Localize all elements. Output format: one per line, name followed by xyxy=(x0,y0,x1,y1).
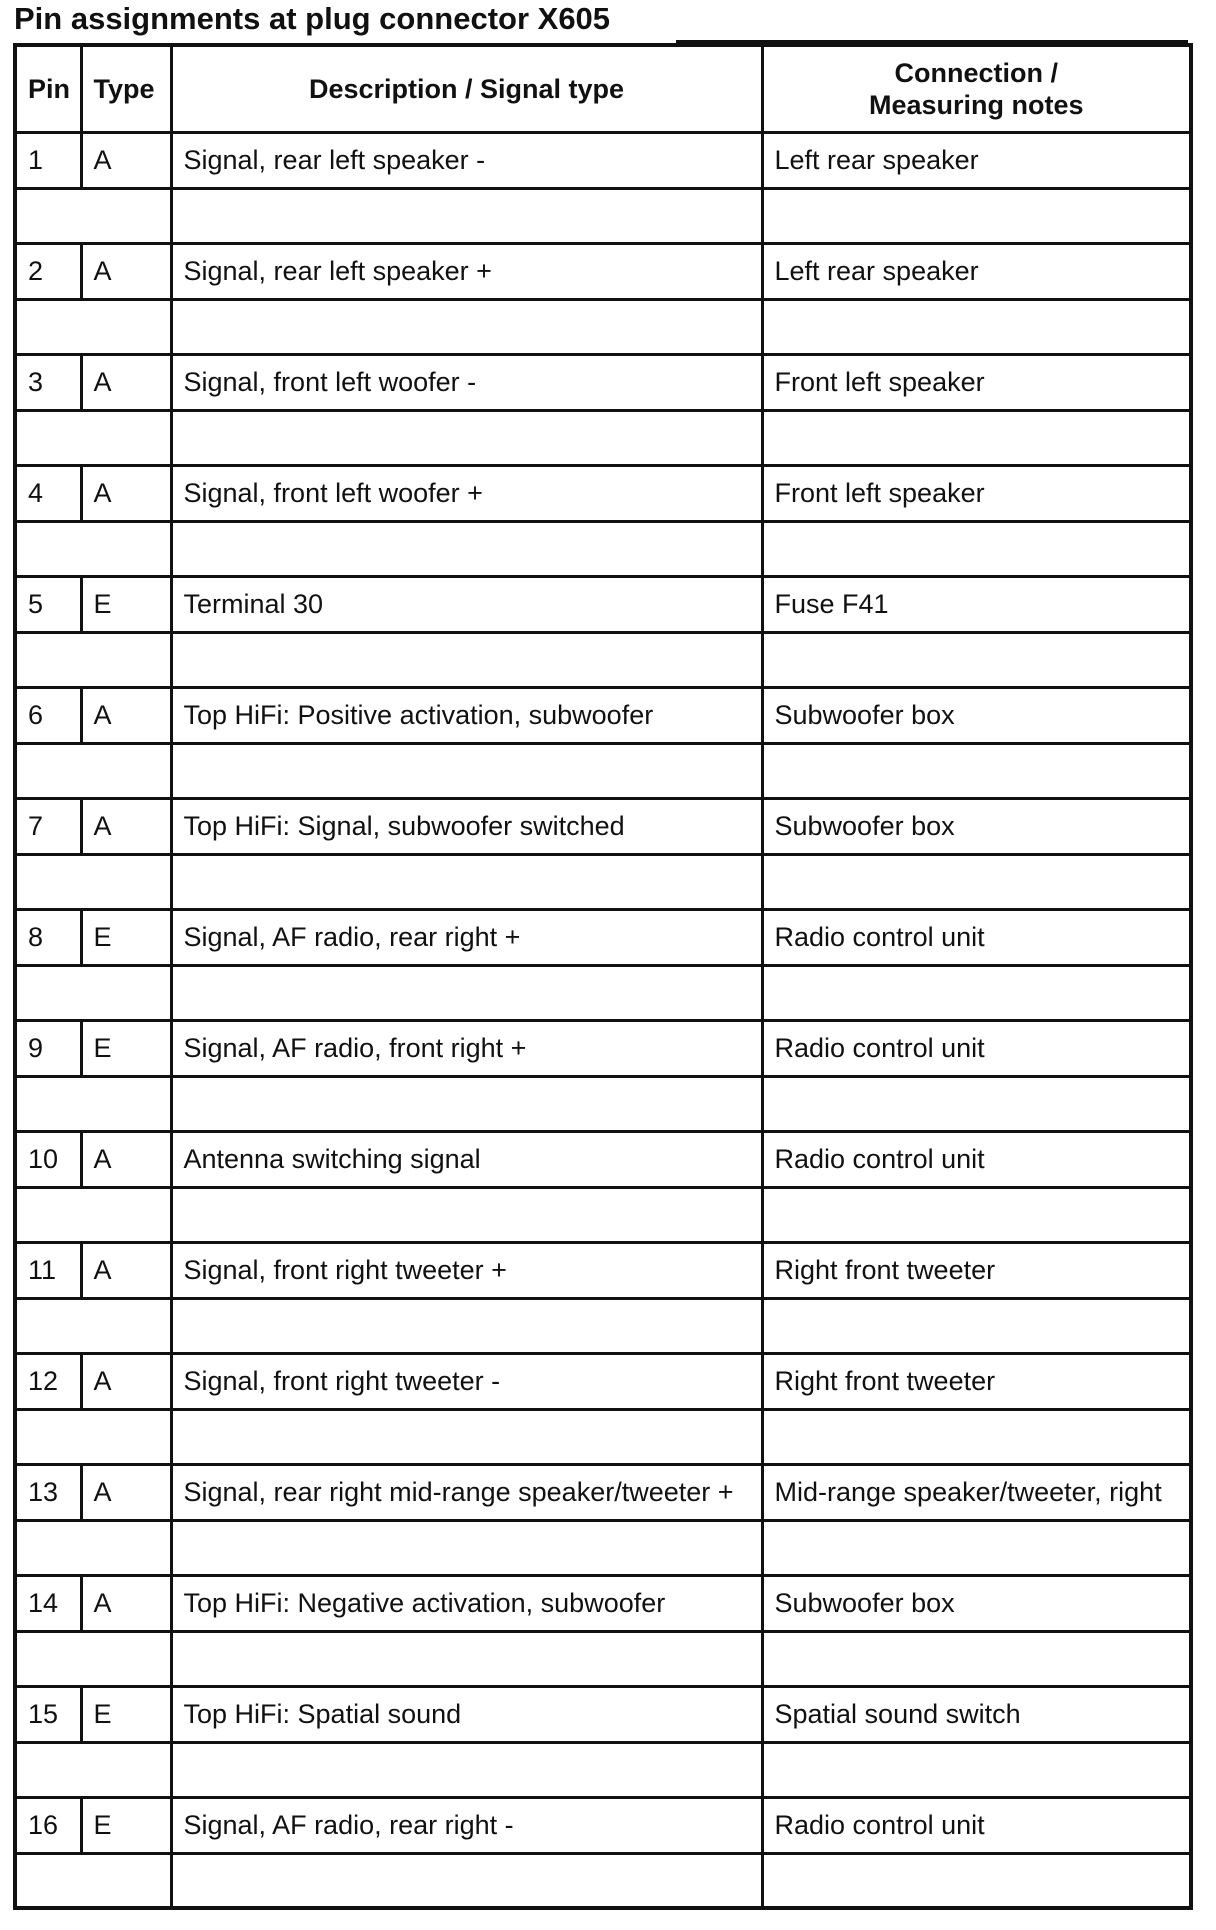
table-row xyxy=(15,1353,1191,1409)
spacer-cell-pin-type xyxy=(15,743,171,798)
cell-description: Signal, front left woofer - xyxy=(171,354,762,410)
spacer-cell-description xyxy=(171,188,762,243)
spacer-cell-pin-type xyxy=(15,632,171,687)
cell-description: Top HiFi: Spatial sound xyxy=(171,1686,762,1742)
cell-pin: 7 xyxy=(15,798,81,854)
spacer-cell-pin-type xyxy=(15,1520,171,1575)
spacer-cell-description xyxy=(171,1076,762,1131)
spacer-cell-connection xyxy=(762,1187,1191,1242)
cell-description: Antenna switching signal xyxy=(171,1131,762,1187)
table-row xyxy=(15,1575,1191,1631)
table-row xyxy=(15,687,1191,743)
spacer-cell-connection xyxy=(762,410,1191,465)
table-header-row xyxy=(15,45,1191,132)
cell-type: E xyxy=(81,1686,171,1742)
cell-pin: 12 xyxy=(15,1353,81,1409)
spacer-cell-pin-type xyxy=(15,188,171,243)
cell-connection: Radio control unit xyxy=(762,1797,1191,1853)
cell-connection: Right front tweeter xyxy=(762,1353,1191,1409)
spacer-cell-pin-type xyxy=(15,854,171,909)
table-spacer-row xyxy=(15,1187,1191,1242)
cell-connection: Subwoofer box xyxy=(762,1575,1191,1631)
cell-connection: Fuse F41 xyxy=(762,576,1191,632)
table-spacer-row xyxy=(15,1520,1191,1575)
spacer-cell-description xyxy=(171,1853,762,1908)
spacer-cell-description xyxy=(171,632,762,687)
cell-pin: 2 xyxy=(15,243,81,299)
cell-connection: Right front tweeter xyxy=(762,1242,1191,1298)
table-spacer-row xyxy=(15,965,1191,1020)
cell-description: Signal, AF radio, rear right - xyxy=(171,1797,762,1853)
spacer-cell-connection xyxy=(762,1853,1191,1908)
spacer-cell-connection xyxy=(762,521,1191,576)
cell-type: A xyxy=(81,1353,171,1409)
spacer-cell-pin-type xyxy=(15,1298,171,1353)
cell-type: A xyxy=(81,1242,171,1298)
spacer-cell-connection xyxy=(762,854,1191,909)
cell-type: A xyxy=(81,354,171,410)
cell-connection: Subwoofer box xyxy=(762,687,1191,743)
spacer-cell-connection xyxy=(762,965,1191,1020)
cell-type: A xyxy=(81,798,171,854)
spacer-cell-description xyxy=(171,1631,762,1686)
table-spacer-row xyxy=(15,299,1191,354)
cell-connection: Spatial sound switch xyxy=(762,1686,1191,1742)
cell-pin: 9 xyxy=(15,1020,81,1076)
cell-description: Signal, AF radio, front right + xyxy=(171,1020,762,1076)
spacer-cell-description xyxy=(171,854,762,909)
cell-pin: 16 xyxy=(15,1797,81,1853)
cell-description: Signal, front right tweeter + xyxy=(171,1242,762,1298)
cell-type: A xyxy=(81,1464,171,1520)
spacer-cell-connection xyxy=(762,743,1191,798)
header-description: Description / Signal type xyxy=(171,45,762,132)
header-connection-line1: Connection / xyxy=(894,57,1058,88)
spacer-cell-description xyxy=(171,410,762,465)
table-row xyxy=(15,909,1191,965)
cell-pin: 10 xyxy=(15,1131,81,1187)
table-row xyxy=(15,243,1191,299)
spacer-cell-pin-type xyxy=(15,521,171,576)
cell-type: A xyxy=(81,132,171,188)
table-spacer-row xyxy=(15,410,1191,465)
cell-connection: Subwoofer box xyxy=(762,798,1191,854)
spacer-cell-connection xyxy=(762,1520,1191,1575)
table-row xyxy=(15,1464,1191,1520)
table-row xyxy=(15,354,1191,410)
cell-type: E xyxy=(81,1020,171,1076)
spacer-cell-connection xyxy=(762,1409,1191,1464)
table-spacer-row xyxy=(15,521,1191,576)
spacer-cell-description xyxy=(171,1298,762,1353)
cell-pin: 13 xyxy=(15,1464,81,1520)
cell-description: Signal, rear left speaker - xyxy=(171,132,762,188)
cell-connection: Front left speaker xyxy=(762,354,1191,410)
table-body xyxy=(15,132,1191,1908)
spacer-cell-connection xyxy=(762,299,1191,354)
cell-connection: Left rear speaker xyxy=(762,132,1191,188)
cell-description: Top HiFi: Signal, subwoofer switched xyxy=(171,798,762,854)
cell-type: E xyxy=(81,1797,171,1853)
table-spacer-row xyxy=(15,1631,1191,1686)
table-spacer-row xyxy=(15,1409,1191,1464)
cell-description: Signal, front left woofer + xyxy=(171,465,762,521)
spacer-cell-description xyxy=(171,299,762,354)
spacer-cell-connection xyxy=(762,1742,1191,1797)
cell-type: E xyxy=(81,909,171,965)
table-row xyxy=(15,576,1191,632)
table-spacer-row xyxy=(15,188,1191,243)
spacer-cell-description xyxy=(171,1187,762,1242)
spacer-cell-pin-type xyxy=(15,1631,171,1686)
spacer-cell-description xyxy=(171,521,762,576)
cell-pin: 5 xyxy=(15,576,81,632)
cell-pin: 8 xyxy=(15,909,81,965)
spacer-cell-pin-type xyxy=(15,299,171,354)
cell-type: A xyxy=(81,243,171,299)
spacer-cell-pin-type xyxy=(15,1853,171,1908)
spacer-cell-connection xyxy=(762,1298,1191,1353)
table-spacer-row xyxy=(15,1298,1191,1353)
spacer-cell-connection xyxy=(762,1076,1191,1131)
header-connection-line2: Measuring notes xyxy=(868,89,1084,120)
spacer-cell-connection xyxy=(762,1631,1191,1686)
header-pin: Pin xyxy=(15,45,81,132)
table-spacer-row xyxy=(15,1853,1191,1908)
table-row xyxy=(15,132,1191,188)
spacer-cell-connection xyxy=(762,632,1191,687)
spacer-cell-pin-type xyxy=(15,1187,171,1242)
table-spacer-row xyxy=(15,854,1191,909)
cell-pin: 6 xyxy=(15,687,81,743)
table-spacer-row xyxy=(15,743,1191,798)
spacer-cell-description xyxy=(171,1520,762,1575)
cell-connection: Radio control unit xyxy=(762,909,1191,965)
cell-connection: Radio control unit xyxy=(762,1131,1191,1187)
cell-description: Signal, front right tweeter - xyxy=(171,1353,762,1409)
cell-connection: Front left speaker xyxy=(762,465,1191,521)
cell-pin: 14 xyxy=(15,1575,81,1631)
cell-type: E xyxy=(81,576,171,632)
cell-description: Signal, rear right mid-range speaker/tweeter + xyxy=(171,1464,762,1520)
table-spacer-row xyxy=(15,1742,1191,1797)
cell-pin: 3 xyxy=(15,354,81,410)
table-row xyxy=(15,798,1191,854)
spacer-cell-connection xyxy=(762,188,1191,243)
header-connection xyxy=(762,45,1191,132)
pin-assignment-table xyxy=(13,43,1193,1910)
spacer-cell-description xyxy=(171,743,762,798)
cell-description: Top HiFi: Negative activation, subwoofer xyxy=(171,1575,762,1631)
cell-type: A xyxy=(81,1131,171,1187)
cell-pin: 15 xyxy=(15,1686,81,1742)
spacer-cell-pin-type xyxy=(15,965,171,1020)
cell-connection: Left rear speaker xyxy=(762,243,1191,299)
cell-connection: Mid-range speaker/tweeter, right xyxy=(762,1464,1191,1520)
page-title: Pin assignments at plug connector X605 xyxy=(14,1,611,36)
cell-type: A xyxy=(81,465,171,521)
table-row xyxy=(15,465,1191,521)
cell-connection: Radio control unit xyxy=(762,1020,1191,1076)
table-row xyxy=(15,1131,1191,1187)
table-spacer-row xyxy=(15,632,1191,687)
spacer-cell-description xyxy=(171,1409,762,1464)
spacer-cell-pin-type xyxy=(15,410,171,465)
spacer-cell-description xyxy=(171,965,762,1020)
cell-description: Signal, rear left speaker + xyxy=(171,243,762,299)
header-type: Type xyxy=(81,45,171,132)
table-row xyxy=(15,1797,1191,1853)
cell-description: Top HiFi: Positive activation, subwoofer xyxy=(171,687,762,743)
cell-pin: 11 xyxy=(15,1242,81,1298)
spacer-cell-pin-type xyxy=(15,1076,171,1131)
table-row xyxy=(15,1686,1191,1742)
spacer-cell-pin-type xyxy=(15,1409,171,1464)
cell-description: Signal, AF radio, rear right + xyxy=(171,909,762,965)
cell-pin: 4 xyxy=(15,465,81,521)
cell-description: Terminal 30 xyxy=(171,576,762,632)
table-row xyxy=(15,1020,1191,1076)
cell-pin: 1 xyxy=(15,132,81,188)
cell-type: A xyxy=(81,687,171,743)
spacer-cell-description xyxy=(171,1742,762,1797)
spacer-cell-pin-type xyxy=(15,1742,171,1797)
table-spacer-row xyxy=(15,1076,1191,1131)
table-row xyxy=(15,1242,1191,1298)
cell-type: A xyxy=(81,1575,171,1631)
